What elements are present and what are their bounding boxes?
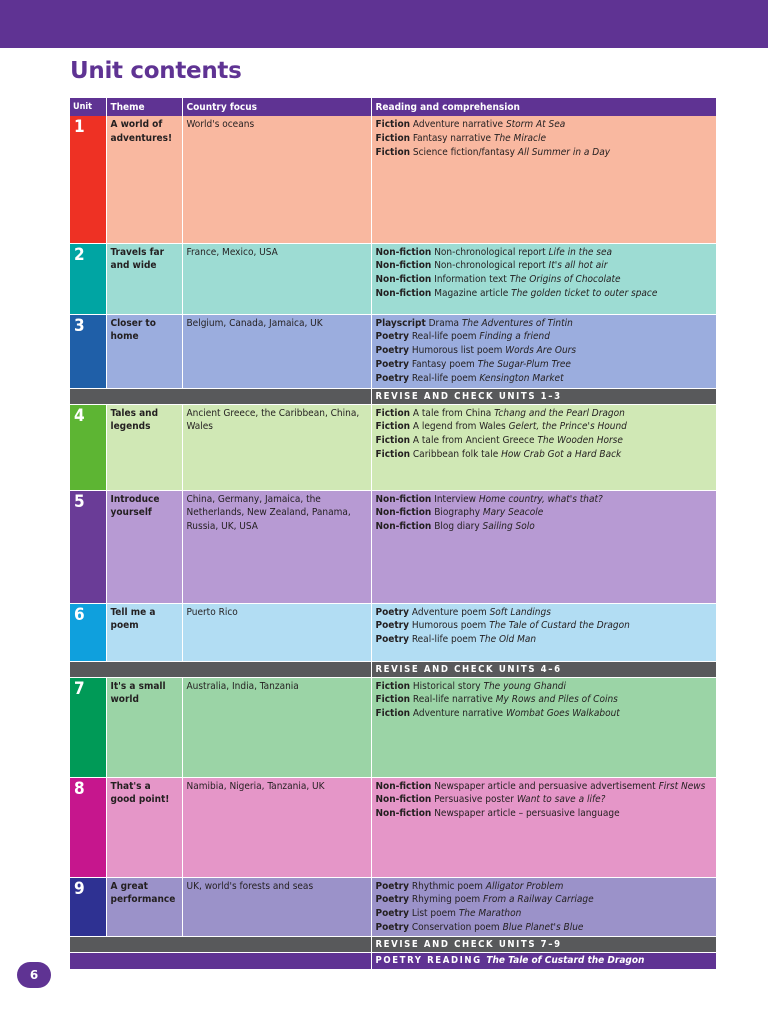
reading-genre: Non-fiction <box>375 521 432 533</box>
reading-genre: Non-fiction <box>375 274 432 286</box>
reading-description: Adventure narrative <box>412 708 504 720</box>
reading-item <box>376 680 713 694</box>
reading-description: Newspaper article – persuasive language <box>434 808 620 820</box>
unit-reading <box>371 404 716 490</box>
unit-country-focus: Australia, India, Tanzania <box>182 677 371 777</box>
reading-title: Tchang and the Pearl Dragon <box>494 407 625 419</box>
reading-item <box>376 633 713 647</box>
reading-genre: Fiction <box>375 708 411 720</box>
reading-description: Real-life narrative <box>412 694 493 706</box>
reading-genre: Non-fiction <box>375 260 432 272</box>
reading-item <box>376 807 713 821</box>
reading-item <box>376 493 713 507</box>
reading-title: Alligator Problem <box>485 880 564 892</box>
unit-country-focus: UK, world's forests and seas <box>182 877 371 936</box>
revise-and-check-label: REVISE AND CHECK UNITS 4–6 <box>371 661 716 677</box>
reading-item <box>376 118 713 132</box>
reading-genre: Non-fiction <box>375 780 432 792</box>
unit-number: 2 <box>70 243 106 314</box>
reading-description: Biography <box>434 507 481 519</box>
reading-item <box>376 259 713 273</box>
reading-genre: Non-fiction <box>375 794 432 806</box>
reading-genre: Poetry <box>375 921 409 933</box>
reading-title: The Origins of Chocolate <box>509 274 621 286</box>
unit-row <box>70 116 716 243</box>
reading-title: Finding a friend <box>479 331 550 343</box>
column-header-unit: Unit <box>70 98 106 116</box>
reading-title: Life in the sea <box>548 246 613 258</box>
reading-description: Fantasy poem <box>411 358 475 370</box>
reading-genre: Poetry <box>375 620 409 632</box>
reading-item <box>376 520 713 534</box>
reading-description: Real-life poem <box>411 372 477 384</box>
reading-title: Kensington Market <box>479 372 564 384</box>
reading-genre: Poetry <box>375 331 409 343</box>
reading-title: The Miracle <box>493 132 547 144</box>
unit-country-focus: Namibia, Nigeria, Tanzania, UK <box>182 777 371 877</box>
reading-title: The Tale of Custard the Dragon <box>489 620 630 632</box>
unit-row <box>70 490 716 603</box>
unit-reading <box>371 116 716 243</box>
reading-genre: Fiction <box>375 407 411 419</box>
reading-title: Words Are Ours <box>505 345 577 357</box>
reading-genre: Non-fiction <box>375 808 432 820</box>
reading-description: Rhyming poem <box>411 894 481 906</box>
reading-description: A tale from China <box>412 407 492 419</box>
reading-item <box>376 330 713 344</box>
reading-genre: Non-fiction <box>375 246 432 258</box>
reading-genre: Poetry <box>375 606 409 618</box>
reading-item <box>376 287 713 301</box>
page-title: Unit contents <box>70 58 242 84</box>
reading-genre: Fiction <box>375 119 411 130</box>
reading-item <box>376 420 713 434</box>
reading-description: Drama <box>428 317 460 329</box>
table-header-row <box>70 98 716 116</box>
reading-title: Soft Landings <box>489 606 551 618</box>
reading-title: The Adventures of Tintin <box>461 317 573 329</box>
poetry-reading-cell <box>371 952 716 969</box>
unit-theme: Travels far and wide <box>106 243 182 314</box>
reading-item <box>376 780 713 794</box>
reading-genre: Fiction <box>375 132 411 144</box>
unit-contents-table <box>70 98 716 970</box>
reading-item <box>376 506 713 520</box>
reading-item <box>376 619 713 633</box>
reading-item <box>376 372 713 386</box>
reading-genre: Poetry <box>375 880 409 892</box>
reading-description: Humorous poem <box>411 620 487 632</box>
reading-description: List poem <box>411 908 456 920</box>
unit-theme: Tell me a poem <box>106 603 182 661</box>
reading-genre: Poetry <box>375 372 409 384</box>
reading-title: Wombat Goes Walkabout <box>505 708 620 720</box>
reading-genre: Poetry <box>375 908 409 920</box>
poetry-reading-label: POETRY READING <box>375 954 482 966</box>
poetry-reading-row <box>70 952 716 969</box>
reading-genre: Poetry <box>375 634 409 646</box>
reading-item <box>376 921 713 935</box>
reading-title: The golden ticket to outer space <box>511 287 658 299</box>
unit-theme: A world of adventures! <box>106 116 182 243</box>
reading-title: Home country, what's that? <box>478 493 603 505</box>
reading-genre: Poetry <box>375 358 409 370</box>
unit-number: 9 <box>70 877 106 936</box>
unit-row <box>70 243 716 314</box>
reading-item <box>376 317 713 331</box>
unit-row <box>70 603 716 661</box>
column-header-theme: Theme <box>106 98 182 116</box>
reading-title: The Old Man <box>479 634 537 646</box>
reading-title: The Wooden Horse <box>537 435 623 447</box>
revise-spacer <box>70 388 371 404</box>
unit-number: 4 <box>70 404 106 490</box>
unit-theme: A great performance <box>106 877 182 936</box>
reading-title: Storm At Sea <box>505 119 566 130</box>
unit-number: 8 <box>70 777 106 877</box>
reading-title: Sailing Solo <box>482 521 535 533</box>
reading-title: Mary Seacole <box>482 507 544 519</box>
header-band <box>0 0 768 48</box>
unit-row <box>70 314 716 388</box>
reading-item <box>376 407 713 421</box>
reading-description: Fantasy narrative <box>412 132 492 144</box>
table-body <box>70 116 716 969</box>
reading-description: Non-chronological report <box>434 246 546 258</box>
reading-genre: Fiction <box>375 146 411 158</box>
reading-title: First News <box>658 780 706 792</box>
poetry-reading-title: The Tale of Custard the Dragon <box>486 954 645 966</box>
reading-genre: Playscript <box>375 317 426 329</box>
unit-row <box>70 677 716 777</box>
unit-row <box>70 404 716 490</box>
poetry-spacer <box>70 952 371 969</box>
unit-theme: Tales and legends <box>106 404 182 490</box>
unit-reading <box>371 777 716 877</box>
column-header-country-focus: Country focus <box>182 98 371 116</box>
reading-description: Historical story <box>412 680 481 692</box>
unit-country-focus: France, Mexico, USA <box>182 243 371 314</box>
reading-title: All Summer in a Day <box>517 146 611 158</box>
reading-title: The young Ghandi <box>483 680 566 692</box>
unit-number: 1 <box>70 116 106 243</box>
unit-row <box>70 777 716 877</box>
unit-theme: Closer to home <box>106 314 182 388</box>
reading-genre: Fiction <box>375 448 411 460</box>
reading-genre: Non-fiction <box>375 287 432 299</box>
unit-country-focus: Ancient Greece, the Caribbean, China, Wales <box>182 404 371 490</box>
reading-item <box>376 707 713 721</box>
unit-number: 6 <box>70 603 106 661</box>
reading-item <box>376 606 713 620</box>
reading-title: It's all hot air <box>548 260 608 272</box>
reading-genre: Poetry <box>375 345 409 357</box>
reading-description: Non-chronological report <box>434 260 546 272</box>
reading-item <box>376 448 713 462</box>
reading-item <box>376 344 713 358</box>
reading-description: Caribbean folk tale <box>412 448 499 460</box>
reading-genre: Non-fiction <box>375 507 432 519</box>
revise-spacer <box>70 661 371 677</box>
reading-genre: Fiction <box>375 421 411 433</box>
reading-genre: Fiction <box>375 435 411 447</box>
reading-description: Science fiction/fantasy <box>412 146 515 158</box>
unit-reading <box>371 490 716 603</box>
column-header-reading: Reading and comprehension <box>371 98 716 116</box>
reading-description: Adventure narrative <box>412 119 504 130</box>
reading-genre: Non-fiction <box>375 493 432 505</box>
reading-description: Real-life poem <box>411 331 477 343</box>
reading-description: Persuasive poster <box>434 794 514 806</box>
reading-title: My Rows and Piles of Coins <box>495 694 618 706</box>
reading-title: From a Railway Carriage <box>483 894 594 906</box>
reading-title: Blue Planet's Blue <box>502 921 584 933</box>
reading-genre: Fiction <box>375 694 411 706</box>
reading-description: Magazine article <box>434 287 509 299</box>
unit-country-focus: China, Germany, Jamaica, the Netherlands, New Zealand, Panama, Russia, UK, USA <box>182 490 371 603</box>
reading-item <box>376 273 713 287</box>
reading-item <box>376 146 713 160</box>
reading-genre: Fiction <box>375 680 411 692</box>
unit-reading <box>371 314 716 388</box>
reading-description: Rhythmic poem <box>411 880 483 892</box>
unit-country-focus: World's oceans <box>182 116 371 243</box>
reading-title: Want to save a life? <box>516 794 606 806</box>
reading-item <box>376 907 713 921</box>
reading-item <box>376 358 713 372</box>
unit-reading <box>371 243 716 314</box>
page-number-badge: 6 <box>17 962 51 988</box>
reading-description: Humorous list poem <box>411 345 503 357</box>
reading-description: Newspaper article and persuasive advertisement <box>434 780 656 792</box>
reading-title: The Sugar-Plum Tree <box>477 358 571 370</box>
reading-item <box>376 132 713 146</box>
unit-number: 5 <box>70 490 106 603</box>
unit-reading <box>371 677 716 777</box>
revise-spacer <box>70 936 371 952</box>
unit-reading <box>371 877 716 936</box>
revise-and-check-row <box>70 936 716 952</box>
unit-row <box>70 877 716 936</box>
revise-and-check-row <box>70 388 716 404</box>
reading-title: The Marathon <box>458 908 522 920</box>
unit-country-focus: Belgium, Canada, Jamaica, UK <box>182 314 371 388</box>
reading-description: Adventure poem <box>411 606 487 618</box>
reading-description: Conservation poem <box>411 921 500 933</box>
reading-genre: Poetry <box>375 894 409 906</box>
unit-theme: That's a good point! <box>106 777 182 877</box>
unit-reading <box>371 603 716 661</box>
reading-item <box>376 793 713 807</box>
reading-description: Interview <box>434 493 477 505</box>
revise-and-check-row <box>70 661 716 677</box>
reading-description: A legend from Wales <box>412 421 506 433</box>
unit-number: 7 <box>70 677 106 777</box>
revise-and-check-label: REVISE AND CHECK UNITS 7–9 <box>371 936 716 952</box>
reading-item <box>376 246 713 260</box>
reading-description: Real-life poem <box>411 634 477 646</box>
unit-country-focus: Puerto Rico <box>182 603 371 661</box>
unit-theme: Introduce yourself <box>106 490 182 603</box>
reading-item <box>376 893 713 907</box>
unit-number: 3 <box>70 314 106 388</box>
reading-item <box>376 693 713 707</box>
reading-description: A tale from Ancient Greece <box>412 435 535 447</box>
reading-title: Gelert, the Prince's Hound <box>508 421 627 433</box>
reading-description: Information text <box>434 274 507 286</box>
reading-item <box>376 434 713 448</box>
reading-item <box>376 880 713 894</box>
reading-title: How Crab Got a Hard Back <box>501 448 622 460</box>
unit-theme: It's a small world <box>106 677 182 777</box>
revise-and-check-label: REVISE AND CHECK UNITS 1–3 <box>371 388 716 404</box>
reading-description: Blog diary <box>434 521 480 533</box>
